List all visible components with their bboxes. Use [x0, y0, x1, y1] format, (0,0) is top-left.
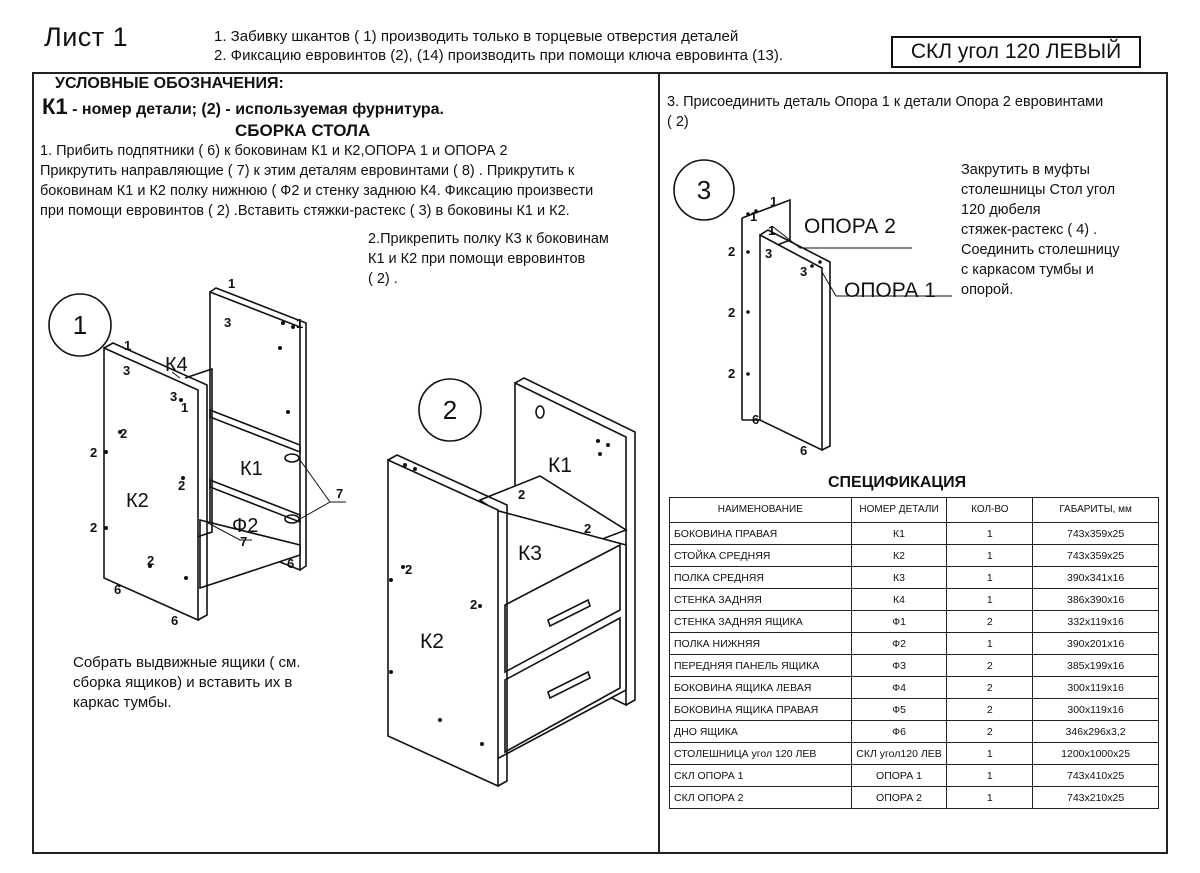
- assembly-heading: СБОРКА СТОЛА: [235, 121, 371, 140]
- callout-3: 3: [765, 246, 773, 261]
- figure-1: [49, 276, 346, 628]
- figure-3-number: 3: [696, 175, 712, 205]
- note-1: 1. Забивку шкантов ( 1) производить только в торцевые отверстия деталей: [214, 28, 739, 45]
- callout-1: 1: [750, 209, 758, 224]
- step-1-text: 1. Прибить подпятники ( 6) к боковинам К1 и К2,ОПОРА 1 и ОПОРА 2 Прикрутить направляющие ( 7) к этим деталям евровинтами ( 8) . Прикрутить к боковинам К1 и К2 полку нижнюю ( Ф2 и стенку заднюю К4. Фиксацию произвести при помощи евровинтов ( 2) .Вставить стяжки-растекс ( 3) в боковины К1 и К2.: [40, 143, 594, 219]
- table-row: [670, 677, 1159, 699]
- callout-6: 6: [114, 582, 122, 597]
- spec-cell-part-number: Ф3: [851, 655, 947, 677]
- panel-k2: [388, 460, 498, 786]
- spec-cell-part-number: ОПОРА 1: [851, 765, 947, 787]
- spec-cell-quantity: 2: [947, 677, 1033, 699]
- callout-2: 2: [728, 305, 736, 320]
- table-row: [670, 699, 1159, 721]
- legend-text: - номер детали; (2) - используемая фурнитура.: [72, 101, 444, 118]
- spec-cell-part-number: К4: [851, 589, 947, 611]
- spec-header-row: [670, 498, 1159, 523]
- callout-2: 2: [584, 521, 592, 536]
- table-row: [670, 655, 1159, 677]
- spec-cell-quantity: 1: [947, 743, 1033, 765]
- spec-cell-name: СТЕНКА ЗАДНЯЯ: [670, 589, 852, 611]
- callout-1: 1: [228, 276, 236, 291]
- spec-cell-name: ДНО ЯЩИКА: [670, 721, 852, 743]
- spec-cell-quantity: 1: [947, 567, 1033, 589]
- spec-cell-quantity: 2: [947, 721, 1033, 743]
- spec-cell-dimensions: 385х199х16: [1033, 655, 1159, 677]
- step-2-text: 2.Прикрепить полку К3 к боковинам К1 и К2 при помощи евровинтов ( 2) .: [368, 231, 609, 287]
- table-row: [670, 523, 1159, 545]
- spec-cell-part-number: Ф6: [851, 721, 947, 743]
- figure-1-number: 1: [72, 310, 88, 340]
- callout-2: 2: [405, 562, 413, 577]
- spec-cell-part-number: СКЛ угол120 ЛЕВ: [851, 743, 947, 765]
- spec-cell-name: БОКОВИНА ЯЩИКА ПРАВАЯ: [670, 699, 852, 721]
- spec-header-quantity: КОЛ-ВО: [947, 498, 1033, 523]
- callout-7: 7: [240, 534, 248, 549]
- callout-3: 3: [170, 389, 178, 404]
- label-k1: К1: [548, 454, 572, 477]
- table-row: [670, 545, 1159, 567]
- spec-cell-dimensions: 346х296х3,2: [1033, 721, 1159, 743]
- callout-1: 1: [770, 194, 778, 209]
- legend-code: К1: [42, 94, 68, 119]
- callout-1: 1: [768, 223, 776, 238]
- spec-cell-dimensions: 743х410х25: [1033, 765, 1159, 787]
- callout-2: 2: [518, 487, 526, 502]
- table-row: [670, 567, 1159, 589]
- spec-cell-name: СКЛ ОПОРА 1: [670, 765, 852, 787]
- spec-header-part-number: НОМЕР ДЕТАЛИ: [851, 498, 947, 523]
- spec-cell-name: ПОЛКА НИЖНЯЯ: [670, 633, 852, 655]
- spec-cell-part-number: Ф1: [851, 611, 947, 633]
- model-title: СКЛ угол 120 ЛЕВЫЙ: [891, 36, 1141, 68]
- spec-cell-part-number: Ф5: [851, 699, 947, 721]
- spec-cell-quantity: 2: [947, 655, 1033, 677]
- table-row: [670, 589, 1159, 611]
- callout-2: 2: [90, 520, 98, 535]
- spec-header-dimensions: ГАБАРИТЫ, мм: [1033, 498, 1159, 523]
- spec-cell-part-number: К1: [851, 523, 947, 545]
- spec-cell-dimensions: 743х359х25: [1033, 523, 1159, 545]
- callout-3: 3: [800, 264, 808, 279]
- spec-cell-name: БОКОВИНА ЯЩИКА ЛЕВАЯ: [670, 677, 852, 699]
- spec-cell-name: СКЛ ОПОРА 2: [670, 787, 852, 809]
- spec-cell-quantity: 1: [947, 765, 1033, 787]
- spec-cell-dimensions: 332х119х16: [1033, 611, 1159, 633]
- drawers-text: Собрать выдвижные ящики ( см. сборка ящиков) и вставить их в каркас тумбы.: [73, 654, 301, 711]
- spec-cell-part-number: Ф4: [851, 677, 947, 699]
- step-3-extra-text: Закрутить в муфты столешницы Стол угол 120 дюбеля стяжек-растекс ( 4) . Соединить столешницу с каркасом тумбы и опорой.: [961, 162, 1120, 298]
- table-row: [670, 765, 1159, 787]
- callout-6: 6: [800, 443, 808, 458]
- spec-cell-quantity: 1: [947, 787, 1033, 809]
- spec-cell-name: ПОЛКА СРЕДНЯЯ: [670, 567, 852, 589]
- sheet-title: Лист 1: [44, 22, 129, 52]
- figure-3: [674, 160, 952, 458]
- spec-cell-quantity: 1: [947, 633, 1033, 655]
- spec-cell-part-number: ОПОРА 2: [851, 787, 947, 809]
- callout-6: 6: [752, 412, 760, 427]
- spec-cell-dimensions: 300х119х16: [1033, 699, 1159, 721]
- label-k3: К3: [518, 542, 542, 565]
- callout-2: 2: [728, 366, 736, 381]
- spec-cell-name: СТОЛЕШНИЦА угол 120 ЛЕВ: [670, 743, 852, 765]
- spec-cell-quantity: 1: [947, 523, 1033, 545]
- callout-7: 7: [336, 486, 344, 501]
- figure-2-number: 2: [442, 395, 458, 425]
- callout-1: 1: [124, 338, 132, 353]
- label-k2: К2: [126, 490, 149, 512]
- spec-cell-name: ПЕРЕДНЯЯ ПАНЕЛЬ ЯЩИКА: [670, 655, 852, 677]
- callout-1: 1: [296, 316, 304, 331]
- table-row: [670, 611, 1159, 633]
- callout-3: 3: [224, 315, 232, 330]
- callout-2: 2: [728, 244, 736, 259]
- callout-2: 2: [470, 597, 478, 612]
- spec-cell-quantity: 2: [947, 699, 1033, 721]
- label-opora-2: ОПОРА 2: [804, 215, 896, 238]
- spec-cell-dimensions: 390х341х16: [1033, 567, 1159, 589]
- spec-cell-part-number: К3: [851, 567, 947, 589]
- callout-6: 6: [287, 556, 295, 571]
- spec-cell-name: СТОЙКА СРЕДНЯЯ: [670, 545, 852, 567]
- table-row: [670, 721, 1159, 743]
- spec-cell-dimensions: 300х119х16: [1033, 677, 1159, 699]
- callout-2: 2: [147, 553, 155, 568]
- spec-cell-quantity: 2: [947, 611, 1033, 633]
- label-opora-1: ОПОРА 1: [844, 279, 936, 302]
- spec-cell-quantity: 1: [947, 545, 1033, 567]
- spec-cell-dimensions: 743х359х25: [1033, 545, 1159, 567]
- spec-cell-part-number: Ф2: [851, 633, 947, 655]
- spec-cell-name: БОКОВИНА ПРАВАЯ: [670, 523, 852, 545]
- label-k2: К2: [420, 630, 444, 653]
- figure-2: [388, 378, 635, 786]
- label-k4: К4: [165, 354, 188, 376]
- spec-cell-quantity: 1: [947, 589, 1033, 611]
- table-row: [670, 633, 1159, 655]
- callout-2: 2: [90, 445, 98, 460]
- spec-cell-dimensions: 1200х1000х25: [1033, 743, 1159, 765]
- callout-6: 6: [171, 613, 179, 628]
- spec-cell-dimensions: 743х210х25: [1033, 787, 1159, 809]
- label-k1: К1: [240, 458, 263, 480]
- callout-1: 1: [181, 400, 189, 415]
- note-2: 2. Фиксацию евровинтов (2), (14) производить при помощи ключа евровинта (13).: [214, 47, 784, 64]
- spec-cell-dimensions: 386х390х16: [1033, 589, 1159, 611]
- table-row: [670, 743, 1159, 765]
- callout-2: 2: [178, 478, 186, 493]
- callout-2: 2: [120, 426, 128, 441]
- spec-table: [669, 497, 1159, 809]
- label-f2: Ф2: [232, 515, 259, 537]
- spec-header-name: НАИМЕНОВАНИЕ: [670, 498, 852, 523]
- spec-cell-dimensions: 390х201х16: [1033, 633, 1159, 655]
- table-row: [670, 787, 1159, 809]
- step-3-text: 3. Присоединить деталь Опора 1 к детали Опора 2 евровинтами ( 2): [667, 94, 1104, 130]
- spec-cell-part-number: К2: [851, 545, 947, 567]
- callout-3: 3: [123, 363, 131, 378]
- legend-heading: УСЛОВНЫЕ ОБОЗНАЧЕНИЯ:: [55, 75, 284, 92]
- spec-heading: СПЕЦИФИКАЦИЯ: [828, 474, 967, 491]
- spec-cell-name: СТЕНКА ЗАДНЯЯ ЯЩИКА: [670, 611, 852, 633]
